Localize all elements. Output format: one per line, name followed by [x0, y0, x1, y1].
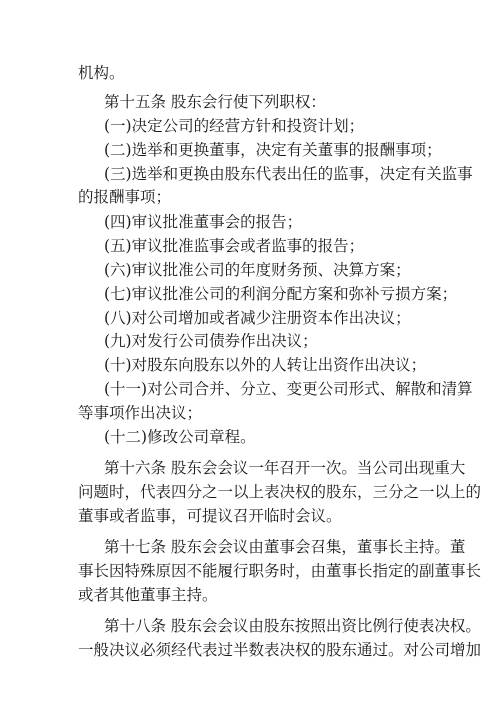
list-item: (十一)对公司合并、分立、变更公司形式、解散和清算 [104, 380, 473, 398]
list-item: (十)对股东向股东以外的人转让出资作出决议； [104, 356, 427, 374]
paragraph-line: 问题时，代表四分之一以上表决权的股东，三分之一以上的 [78, 483, 482, 501]
list-item: (三)选举和更换由股东代表出任的监事，决定有关监事 [104, 165, 473, 183]
list-item: (五)审议批准监事会或者监事的报告； [104, 237, 365, 255]
paragraph-line: 或者其他董事主持。 [78, 586, 218, 604]
article-16-line: 第十六条 股东会会议一年召开一次。当公司出现重大 [104, 459, 466, 477]
text-line: 机构。 [78, 64, 125, 82]
list-item: (六)审议批准公司的年度财务预、决算方案； [104, 261, 411, 279]
list-item: (七)审议批准公司的利润分配方案和弥补亏损方案； [104, 285, 458, 303]
list-item: (四)审议批准董事会的报告； [104, 213, 303, 231]
article-15-heading: 第十五条 股东会行使下列职权： [104, 93, 326, 111]
article-17-line: 第十七条 股东会会议由董事会召集，董事长主持。董 [104, 538, 466, 556]
list-item-continuation: 的报酬事项； [78, 188, 172, 206]
list-item-continuation: 等事项作出决议； [78, 404, 203, 422]
list-item: (九)对发行公司债券作出决议； [104, 332, 318, 350]
list-item: (十二)修改公司章程。 [104, 428, 256, 446]
list-item: (八)对公司增加或者减少注册资本作出决议； [104, 309, 411, 327]
article-18-line: 第十八条 股东会会议由股东按照出资比例行使表决权。 [104, 617, 481, 635]
list-item: (二)选举和更换董事，决定有关董事的报酬事项； [104, 141, 442, 159]
paragraph-line: 一般决议必须经代表过半数表决权的股东通过。对公司增加 [78, 641, 482, 659]
paragraph-line: 事长因特殊原因不能履行职务时，由董事长指定的副董事长 [78, 562, 482, 580]
paragraph-line: 董事或者监事，可提议召开临时会议。 [78, 507, 342, 525]
list-item: (一)决定公司的经营方针和投资计划； [104, 117, 365, 135]
